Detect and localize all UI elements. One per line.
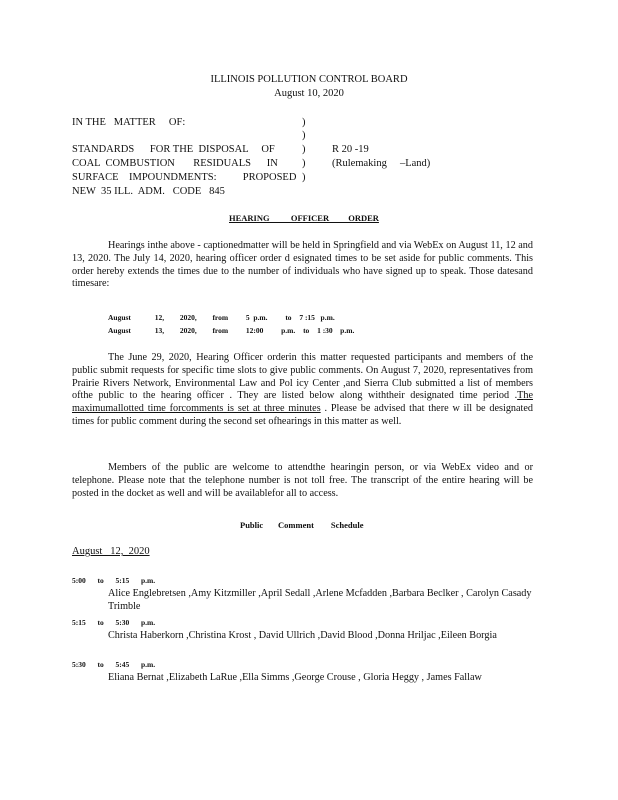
caption-paren: ) — [302, 144, 306, 155]
time-entry-aug-12 — [108, 313, 335, 322]
schedule-date: August 12, 2020 — [72, 546, 150, 557]
caption-paren: ) — [302, 117, 306, 128]
paragraph-hearings: Hearings inthe above - captionedmatter will be held in Springfield and via WebEx on August 11, 12 and 13, 2020. The July 14, 2020, hearing officer order d esignated times to be set aside for public comments. This order hereby extends the times due to the number of individuals who have signed up to speak. Those datesand timesare: — [72, 240, 533, 290]
time-year: 2020, — [179, 326, 197, 335]
time-to: to — [303, 326, 310, 335]
slot-time — [72, 576, 155, 585]
slot-ampm: p.m. — [141, 618, 156, 627]
caption-line-2: COAL COMBUSTION RESIDUALS IN — [72, 158, 278, 169]
slot-start: 5:00 — [72, 576, 86, 585]
caption-paren: ) — [302, 130, 306, 141]
slot-time — [72, 618, 155, 627]
slot-names: Christa Haberkorn ,Christina Krost , David Ullrich ,David Blood ,Donna Hriljac ,Eileen Borgia — [108, 630, 497, 641]
slot-start: 5:30 — [72, 660, 86, 669]
caption-line-4: NEW 35 ILL. ADM. CODE 845 — [72, 186, 225, 197]
slot-ampm: p.m. — [141, 660, 156, 669]
slot-end: 5:30 — [115, 618, 130, 627]
time-end: 1 :30 p.m. — [317, 326, 355, 335]
schedule-title: Public Comment Schedule — [240, 520, 364, 530]
caption-line-1: STANDARDS FOR THE DISPOSAL OF — [72, 144, 275, 155]
slot-to: to — [97, 618, 104, 627]
slot-end: 5:45 — [115, 660, 130, 669]
document-date: August 10, 2020 — [274, 88, 344, 99]
paragraph-participants — [72, 352, 533, 429]
time-day: 13, — [154, 326, 165, 335]
time-to: to — [285, 313, 292, 322]
time-entry-aug-13 — [108, 326, 354, 335]
case-number: R 20 -19 — [332, 144, 369, 155]
in-the-matter-label: IN THE MATTER OF: — [72, 117, 186, 128]
time-start: 12:00 — [245, 326, 264, 335]
caption-line-3: SURFACE IMPOUNDMENTS: PROPOSED — [72, 172, 297, 183]
time-ampm: p.m. — [281, 326, 296, 335]
time-month: August — [108, 313, 131, 322]
slot-end: 5:15 — [115, 576, 130, 585]
slot-to: to — [97, 576, 104, 585]
paragraph-participants-end: . Please be advised that there w ill be designated times for public comment during the second set ofhearings in this matter as well. — [72, 403, 533, 427]
slot-ampm: p.m. — [141, 576, 156, 585]
slot-time — [72, 660, 155, 669]
slot-start: 5:15 — [72, 618, 86, 627]
time-end: 7 :15 p.m. — [299, 313, 335, 322]
time-year: 2020, — [179, 313, 197, 322]
time-month: August — [108, 326, 131, 335]
slot-to: to — [97, 660, 104, 669]
caption-paren: ) — [302, 158, 306, 169]
order-title: HEARING OFFICER ORDER — [229, 213, 379, 223]
slot-names: Eliana Bernat ,Elizabeth LaRue ,Ella Simms ,George Crouse , Gloria Heggy , James Fallaw — [108, 672, 482, 683]
caption-paren: ) — [302, 172, 306, 183]
time-day: 12, — [154, 313, 165, 322]
slot-names: Alice Englebretsen ,Amy Kitzmiller ,April Sedall ,Arlene Mcfadden ,Barbara Beclker , Carolyn Casady Trimble — [108, 588, 532, 612]
paragraph-public-welcome: Members of the public are welcome to attendthe hearingin person, or via WebEx video and or telephone. Please note that the telephone number is not toll free. The transcript of the entire hearing will be posted in the docket as well and will be availablefor all to access. — [72, 462, 533, 499]
board-name: ILLINOIS POLLUTION CONTROL BOARD — [210, 74, 408, 85]
time-from: from — [212, 326, 229, 335]
time-start: 5 p.m. — [245, 313, 268, 322]
time-from: from — [212, 313, 229, 322]
case-type: (Rulemaking –Land) — [332, 158, 431, 169]
max-time-notice: The maximumallotted time forcomments is set at three minutes — [72, 390, 533, 415]
paragraph-participants-text: The June 29, 2020, Hearing Officer orderin this matter requested participants and members of the public submit requests for specific time slots to give public comments. On August 7, 2020, representatives from Prairie Rivers Network, Environmental Law and Pol icy Center ,and Sierra Club submitted a list of members ofthe public to the hearing officer . They are listed below along withtheir designated time period . — [72, 352, 533, 402]
